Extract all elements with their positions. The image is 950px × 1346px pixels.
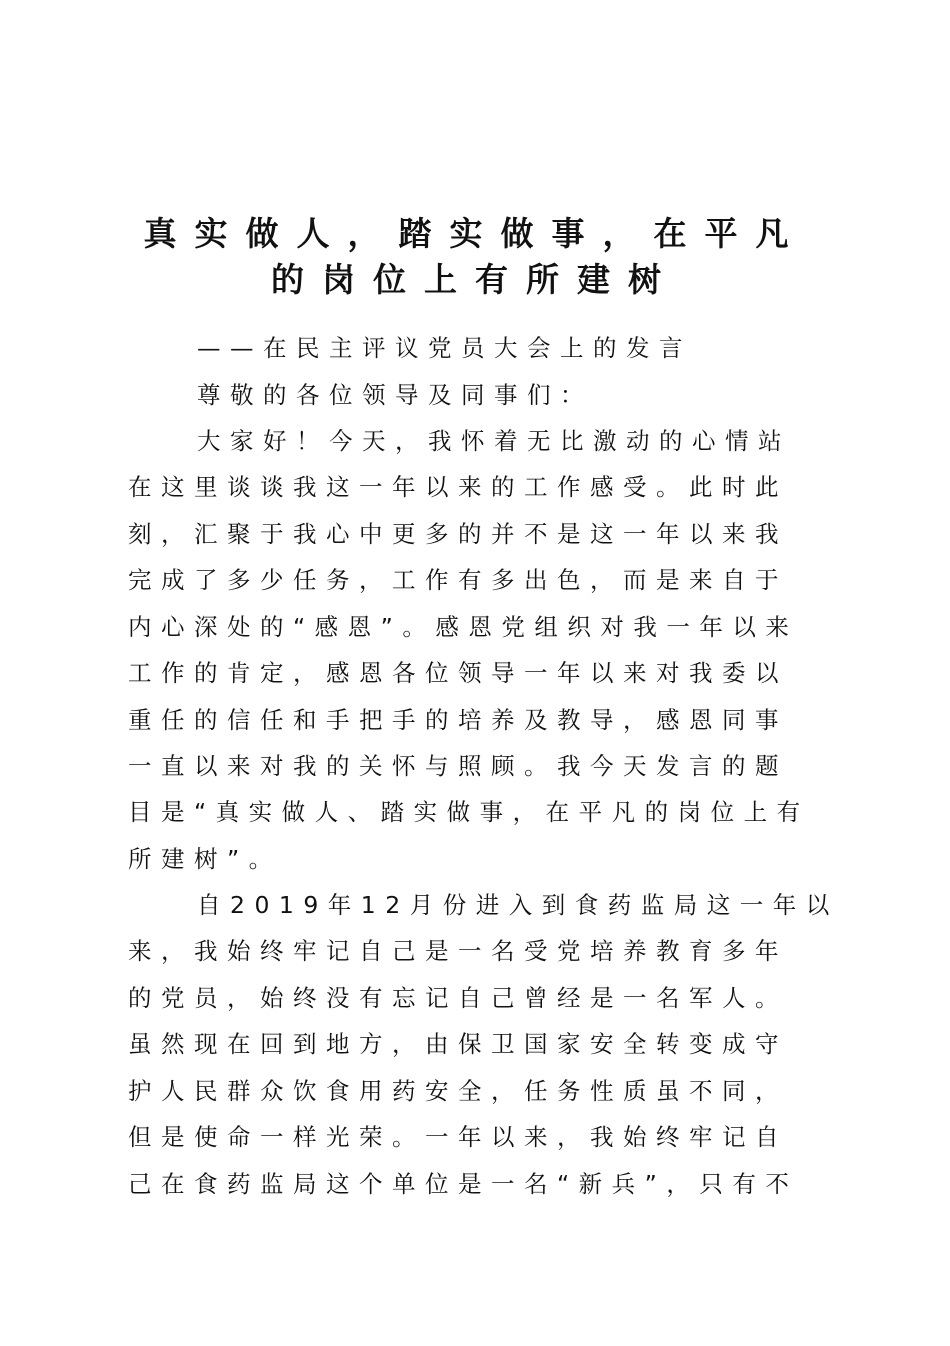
document-subtitle: ——在民主评议党员大会上的发言: [197, 334, 692, 362]
paragraph-1-line: 所建树”。: [128, 845, 282, 873]
paragraph-1-line: 内心深处的“感恩”。感恩党组织对我一年以来: [128, 613, 799, 641]
paragraph-1-line: 工作的肯定，感恩各位领导一年以来对我委以: [128, 659, 788, 687]
paragraph-2-line: 来，我始终牢记自己是一名受党培养教育多年: [128, 937, 788, 965]
document-salutation: 尊敬的各位领导及同事们：: [197, 381, 593, 409]
document-title-line-1: 真实做人，踏实做事，在平凡: [143, 214, 807, 253]
paragraph-2-line: 虽然现在回到地方，由保卫国家安全转变成守: [128, 1030, 788, 1058]
paragraph-2-line: 己在食药监局这个单位是一名“新兵”，只有不: [128, 1170, 799, 1198]
paragraph-1-line: 目是“真实做人、踏实做事，在平凡的岗位上有: [128, 798, 810, 826]
paragraph-2-line: 的党员，始终没有忘记自己曾经是一名军人。: [128, 984, 788, 1012]
paragraph-1-line: 刻，汇聚于我心中更多的并不是这一年以来我: [128, 520, 788, 548]
document-title-line-2: 的岗位上有所建树: [271, 260, 679, 299]
paragraph-1-line: 一直以来对我的关怀与照顾。我今天发言的题: [128, 752, 788, 780]
paragraph-2-line: 护人民群众饮食用药安全，任务性质虽不同，: [128, 1077, 788, 1105]
paragraph-1-line: 在这里谈谈我这一年以来的工作感受。此时此: [128, 473, 788, 501]
paragraph-1-line: 大家好！今天，我怀着无比激动的心情站: [197, 427, 791, 455]
paragraph-2-line: 自2019年12月份进入到食药监局这一年以: [197, 891, 839, 919]
paragraph-1-line: 重任的信任和手把手的培养及教导，感恩同事: [128, 706, 788, 734]
paragraph-2-line: 但是使命一样光荣。一年以来，我始终牢记自: [128, 1123, 788, 1151]
paragraph-1-line: 完成了多少任务，工作有多出色，而是来自于: [128, 566, 788, 594]
